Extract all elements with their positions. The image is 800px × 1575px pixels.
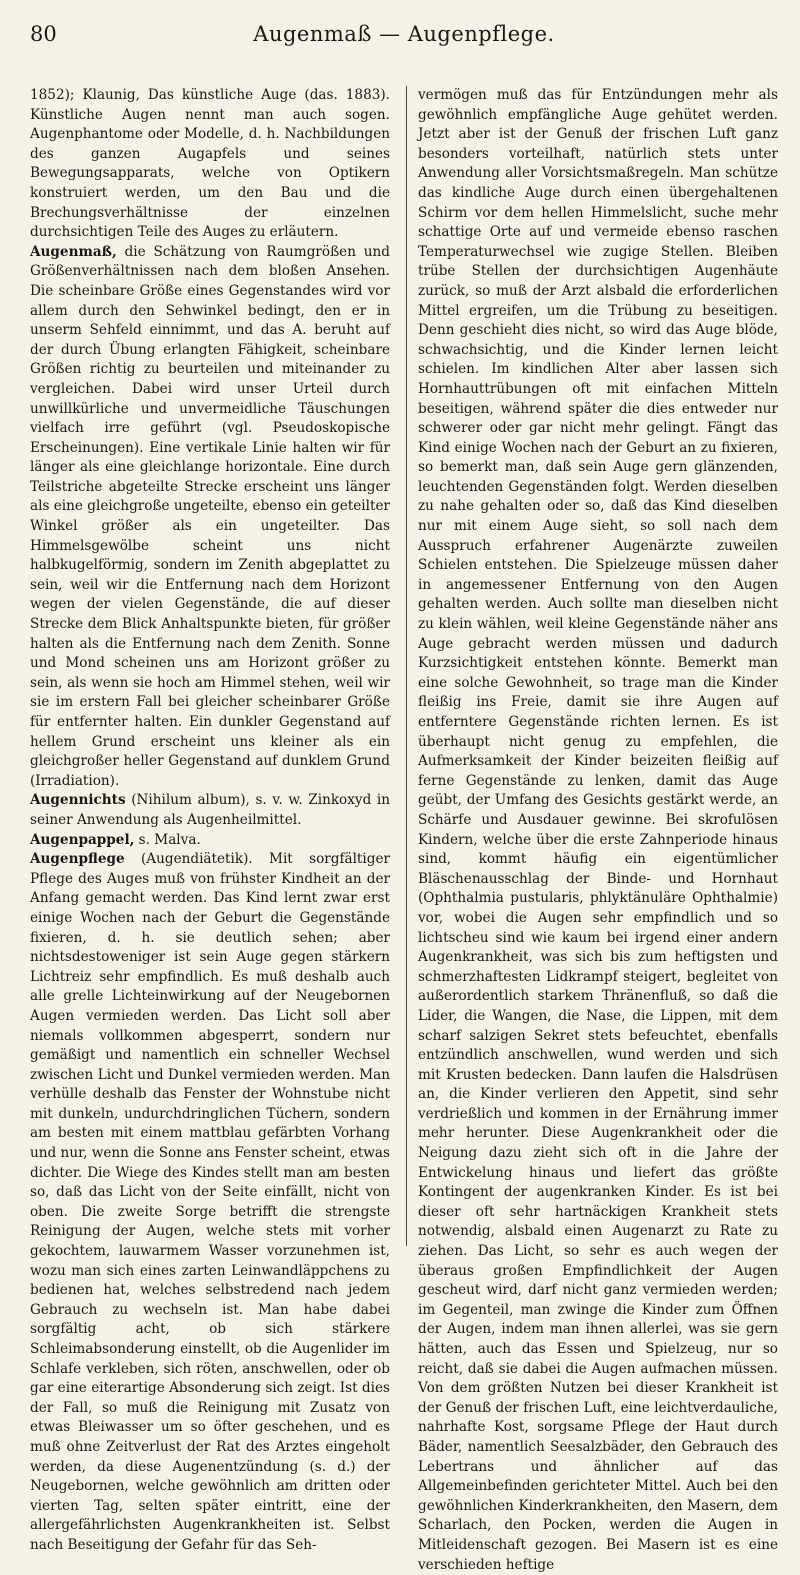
running-head: Augenmaß — Augenpflege. — [253, 22, 555, 46]
entry-text: vermögen muß das für Entzündungen mehr als gewöhnlich empfängliche Auge gehütet werden. Jetzt aber ist der Genuß der frischen Luft ganz besonders vorteilhaft, natürlich stets unter Anwendung aller Vorsichtsmaßregeln. Man schütze das kindliche Auge durch einen übergehaltenen Schirm vor dem hellen Himmelslicht, suche mehr schattige Orte auf und vermeide ebenso raschen Temperaturwechsel wie zugige Stellen. Bleiben trübe Stellen der durchsichtigen Augenhäute zurück, so muß der Arzt alsbald die erforderlichen Mittel ergreifen, um die Trübung zu beseitigen. Denn geschieht dies nicht, so wird das Auge blöde, schwachsichtig, und die Kinder lernen leicht schielen. Im kindlichen Alter aber lassen sich Hornhauttrübungen oft mit einfachen Mitteln beseitigen, während später die dies entweder nur schwerer oder gar nicht mehr gelingt. Fängt das Kind einige Wochen nach der Geburt an zu fixieren, so bemerkt man, daß sein Auge gern glänzenden, leuchtenden Gegenständen folgt. Werden dieselben zu nahe gehalten oder so, daß das Kind dieselben nur mit einem Auge sieht, so soll nach dem Ausspruch erfahrener Augenärzte zuweilen Schielen entstehen. Die Spielzeuge müssen daher in angemessener Entfernung von den Augen gehalten werden. Auch sollte man dieselben nicht zu klein wählen, weil kleine Gegenstände näher ans Auge gebracht werden müssen und dadurch Kurzsichtigkeit entstehen könnte. Bemerkt man eine solche Gewohnheit, so trage man die Kinder fleißig ins Freie, damit sie ihre Augen auf entferntere Gegenstände richten lernen. Es ist überhaupt nicht genug zu empfehlen, die Aufmerksamkeit der Kinder beizeiten fleißig auf ferne Gegenstände zu lenken, damit das Auge geübt, der Umfang des Gesichts gestärkt werde, an Schärfe und Ausdauer gewinne. Bei skrofulösen Kindern, welche über die erste Zahnperiode hinaus sind, kommt häufig ein eigentümlicher Bläschenausschlag der Binde- und Hornhaut (Ophthalmia pustularis, phlyktänuläre Ophthalmie) vor, wobei die Augen sehr empfindlich und so lichtscheu sind wie kaum bei irgend einer andern Augenkrankheit, was sich bis zum heftigsten und schmerzhaftesten Lidkrampf steigert, begleitet von außerordentlich starkem Thränenfluß, so daß die Lider, die Wangen, die Nase, die Lippen, mit dem scharf salzigen Sekret stets befeuchtet, ebenfalls entzündlich anschwellen, wund werden und sich mit Krusten bedecken. Dann laufen die Halsdrüsen an, die Kinder verlieren den Appetit, sind sehr verdrießlich und kommen in der Ernährung immer mehr herunter. Diese Augenkrankheit oder die Neigung dazu zieht sich oft in die Jahre der Entwickelung hinaus und liefert das größte Kontingent der augenkranken Kinder. Es ist bei dieser oft sehr hartnäckigen Krankheit stets notwendig, alsbald einen Augenarzt zu Rate zu ziehen. Das Licht, so sehr es auch wegen der überaus großen Empfindlichkeit der Augen gescheut wird, darf nicht ganz vermieden werden; im Gegenteil, man zwinge die Kinder zum Öffnen der Augen, indem man ihnen allerlei, was sie gern hätten, auch das Essen und Spielzeug, nur so reicht, daß sie dabei die Augen aufmachen müssen. Von dem größten Nutzen bei dieser Krankheit ist der Genuß der frischen Luft, eine leichtverdauliche, nahrhafte Kost, sorgsame Pflege der Haut durch Bäder, namentlich Seesalzbäder, den Gebrauch des Lebertrans und ähnlicher auf das Allgemeinbefinden gerichteter Mittel. Auch bei den gewöhnlichen Kinderkrankheiten, den Masern, dem Scharlach, den Pocken, werden die Augen in Mitleidenschaft gezogen. Bei Masern ist es eine verschieden heftige — [418, 87, 778, 1573]
entry-lemma: Augenpappel, — [30, 831, 135, 848]
entry-text: (Nihilum album), s. v. w. Zinkoxyd in seiner Anwendung als Augenheilmittel. — [30, 792, 390, 828]
right-column — [418, 86, 778, 1575]
entry-text: (Augendiätetik). Mit sorgfältiger Pflege des Auges muß von frühster Kindheit an der Anfang gemacht werden. Das Kind lernt zwar erst einige Wochen nach der Geburt die Gegenstände fixieren, d. h. sie deutlich sehen; aber nichtsdestoweniger ist sein Auge gegen stärkern Lichtreiz sehr empfindlich. Es muß deshalb auch alle grelle Lichteinwirkung auf der Neugebornen Augen vermieden werden. Das Licht soll aber niemals vollkommen abgesperrt, sondern nur gemäßigt und namentlich ein schneller Wechsel zwischen Licht und Dunkel vermieden werden. Man verhülle deshalb das Fenster der Wohnstube nicht mit dunkeln, undurchdringlichen Tüchern, sondern am besten mit einem mattblau gefärbten Vorhang und nur, wenn die Sonne ans Fenster scheint, etwas dichter. Die Wiege des Kindes stellt man am besten so, daß das Licht von der Seite einfällt, nicht von oben. Die zweite Sorge betrifft die strengste Reinigung der Augen, welche stets mit vorher gekochtem, lauwarmem Wasser vorzunehmen ist, wozu man sich eines zarten Leinwandläppchens zu bedienen hat, welches selbstredend nach jedem Gebrauch zu wechseln ist. Man habe dabei sorgfältig acht, ob sich stärkere Schleimabsonderung einstellt, ob die Augenlider im Schlafe verkleben, sich röten, anschwellen, oder ob gar eine eiterartige Absonderung sich zeigt. Ist dies der Fall, so muß die Reinigung mit Zusatz von etwas Bleiwasser um so öfter geschehen, und es muß ohne Zeitverlust der Rat des Arztes eingeholt werden, da diese Augenentzündung (s. d.) der Neugebornen, welche gewöhnlich am dritten oder vierten Tag, selten später eintritt, eine der allergefährlichsten Augenkrankheiten ist. Selbst nach Beseitigung der Gefahr für das Seh- — [30, 851, 390, 1553]
text-columns — [30, 86, 778, 1575]
entry-text: s. Malva. — [134, 831, 201, 848]
entry-augenmass — [30, 243, 390, 792]
page-header — [30, 18, 778, 56]
entry-lemma: Augenpflege — [30, 851, 125, 868]
column-divider — [406, 86, 407, 1246]
entry-text: 1852); Klaunig, Das künstliche Auge (das. 1883). Künstliche Augen nennt man auch sogen. Augenphantome oder Modelle, d. h. Nachbildungen des ganzen Augapfels und seines Bewegungsapparats, welche von Optikern konstruiert werden, um den Bau und die Brechungsverhältnisse der einzelnen durchsichtigen Teile des Auges zu erläutern. — [30, 87, 390, 241]
entry-augenpappel — [30, 831, 390, 851]
left-column — [30, 86, 390, 1575]
entry-augenpflege-continued — [418, 86, 778, 1575]
entry-augenpflege — [30, 850, 390, 1555]
entry-text: die Schätzung von Raumgrößen und Größenverhältnissen nach dem bloßen Ansehen. Die scheinbare Größe eines Gegenstandes wird vor allem durch den Sehwinkel bedingt, den er in unserm Sehfeld einnimmt, und das A. beruht auf der durch Übung erlangten Fähigkeit, scheinbare Größen richtig zu beurteilen und miteinander zu vergleichen. Dabei wird unser Urteil durch unwillkürliche und unvermeidliche Täuschungen vielfach irre geführt (vgl. Pseudoskopische Erscheinungen). Eine vertikale Linie halten wir für länger als eine gleichlange horizontale. Eine durch Teilstriche abgeteilte Strecke erscheint uns länger als eine gleichgroße ungeteilte, ebenso ein geteilter Winkel größer als ein ungeteilter. Das Himmelsgewölbe scheint uns nicht halbkugelförmig, sondern im Zenith abgeplattet zu sein, weil wir die Entfernung nach dem Horizont wegen der vielen Gegenstände, die auf dieser Strecke dem Blick Anhaltspunkte bieten, für größer halten als die Entfernung nach dem Zenith. Sonne und Mond scheinen uns am Horizont größer zu sein, als wenn sie hoch am Himmel stehen, weil wir sie im erstern Fall bei gleicher scheinbarer Größe für entfernter halten. Ein dunkler Gegenstand auf hellem Grund erscheint uns kleiner als ein gleichgroßer heller Gegenstand auf dunklem Grund (Irradiation). — [30, 243, 390, 789]
entry-lemma: Augenmaß, — [30, 243, 117, 260]
entry-kunstliche-augen-continued — [30, 86, 390, 243]
page-number: 80 — [30, 22, 57, 46]
entry-augennichts — [30, 791, 390, 830]
entry-lemma: Augennichts — [30, 792, 126, 809]
